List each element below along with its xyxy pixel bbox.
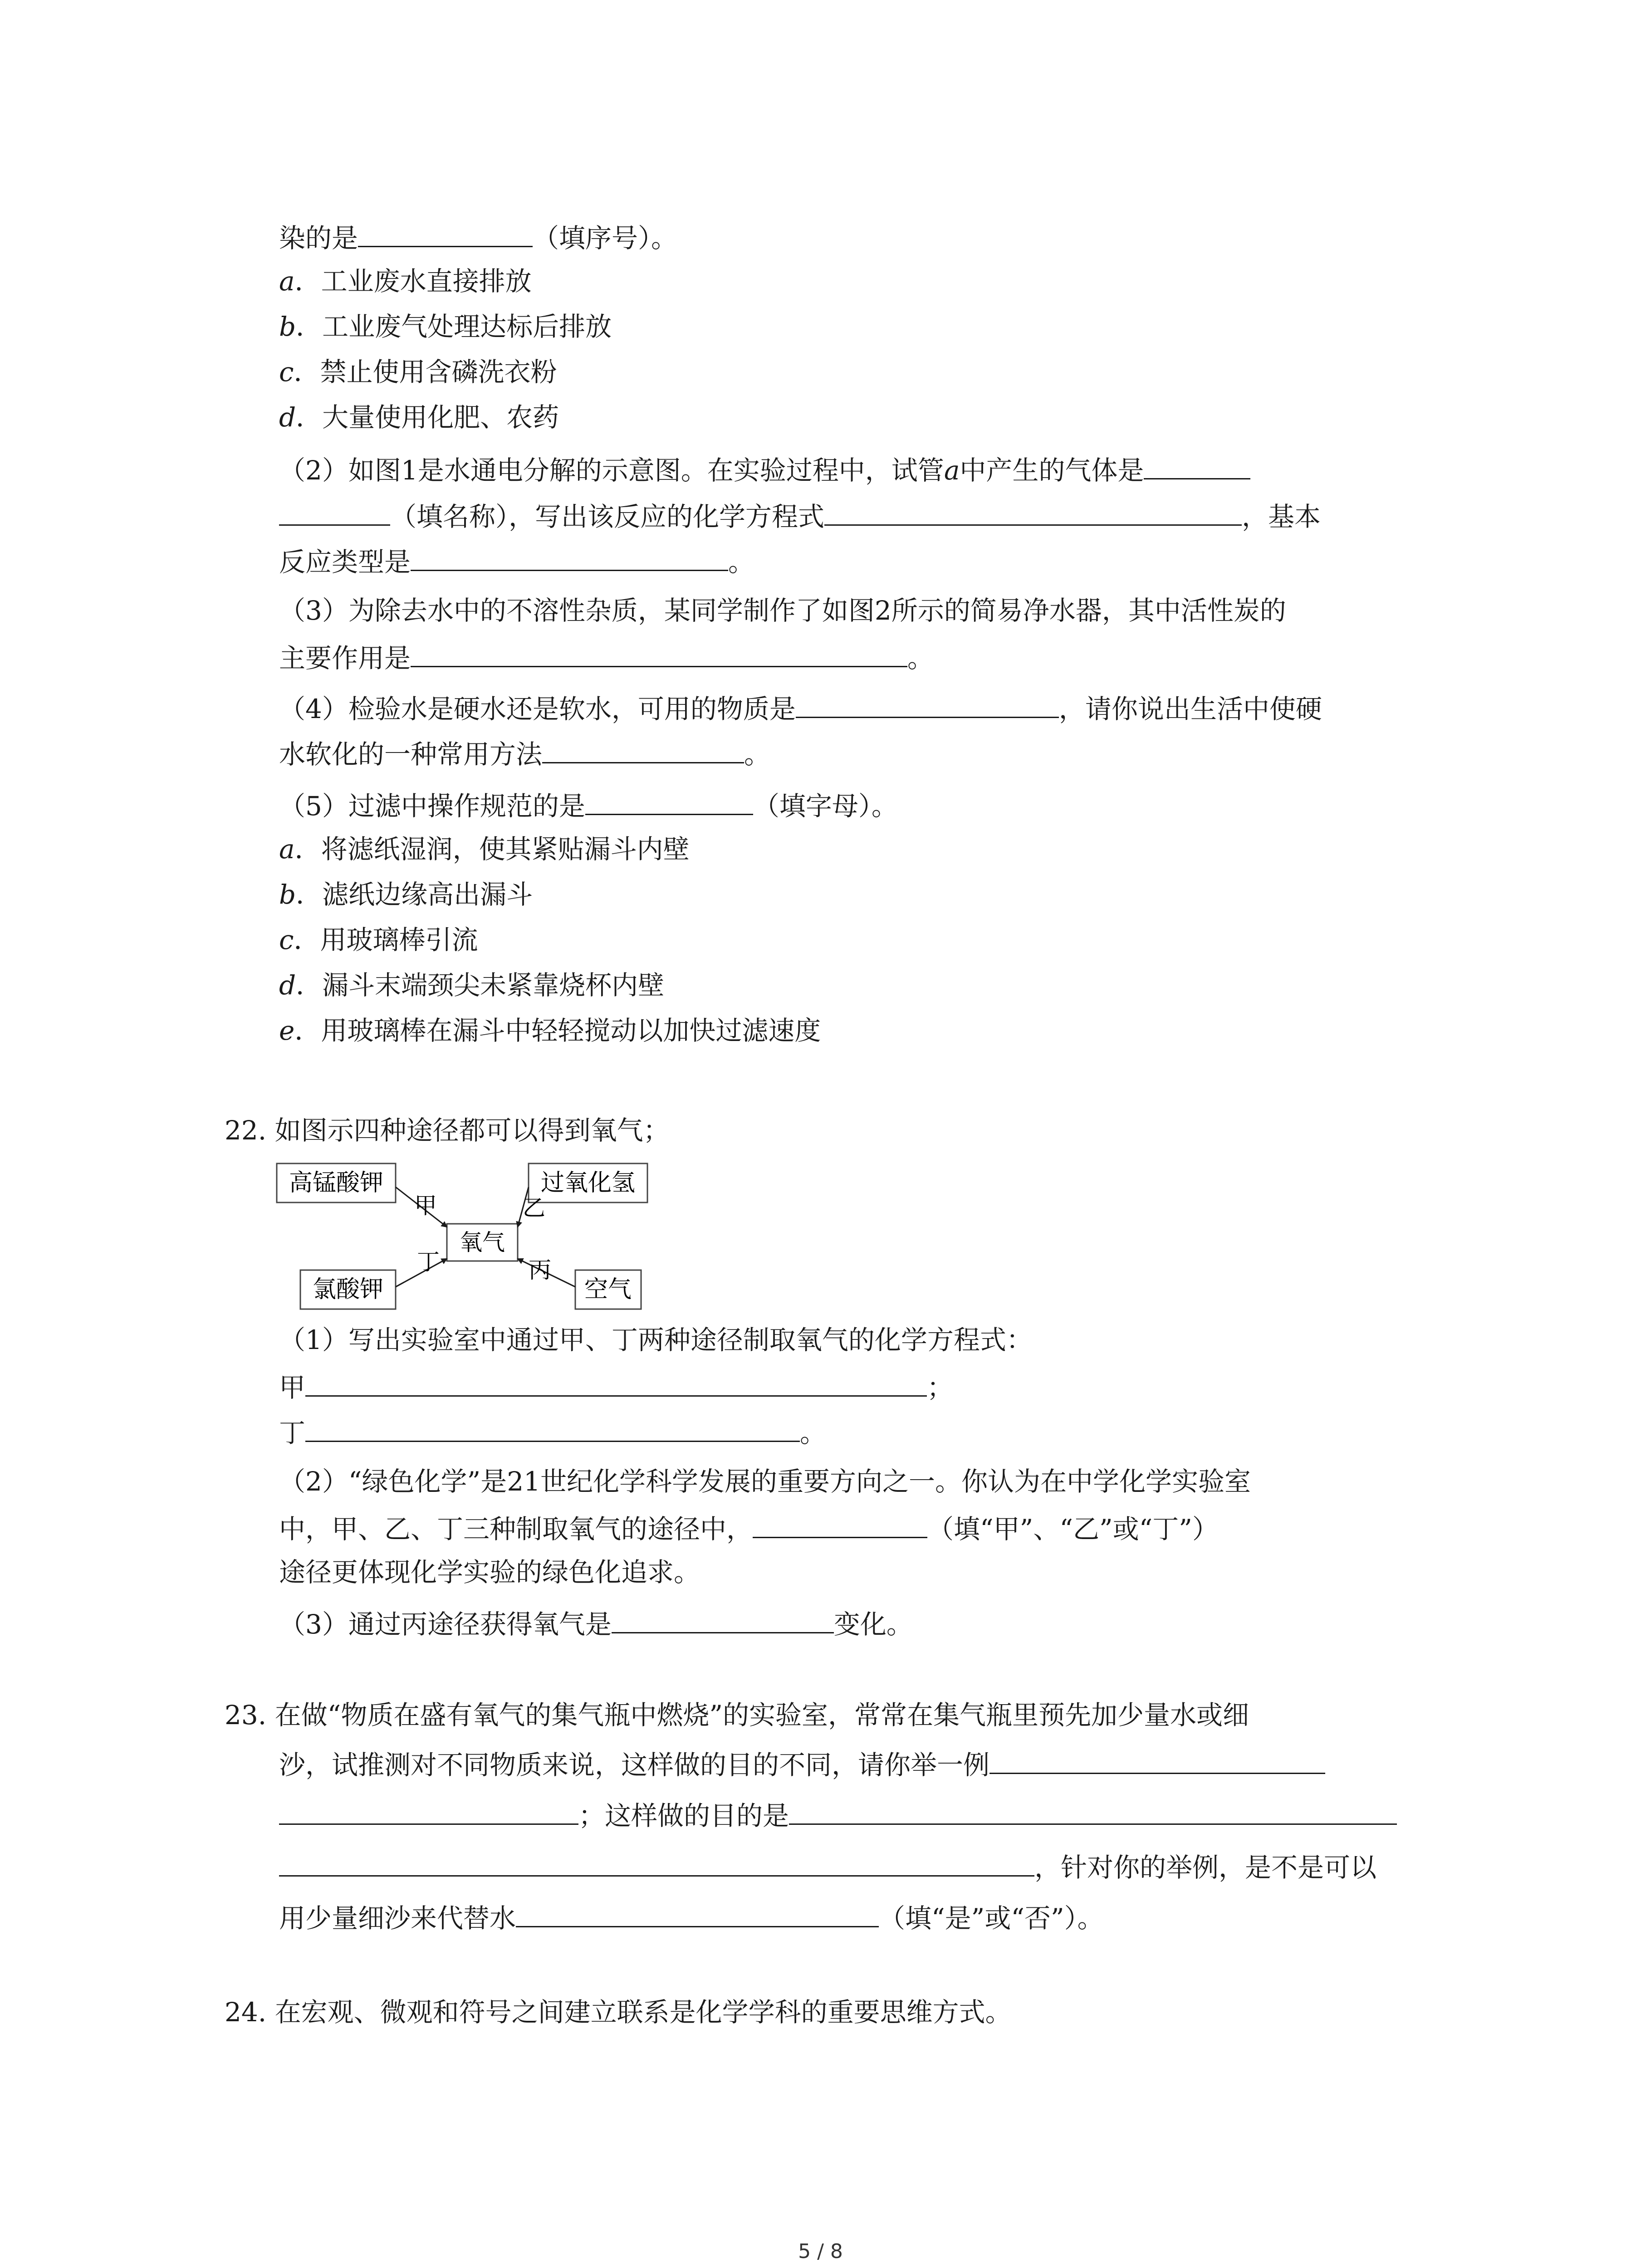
q21-part2-line-1: （2）如图1是水通电分解的示意图。在实验过程中，试管a中产生的气体是 — [279, 452, 1250, 487]
oxygen-pathways-diagram — [272, 1159, 708, 1315]
q21-part5-option-b: b．滤纸边缘高出漏斗 — [279, 879, 533, 910]
q21-part2-line-3: 反应类型是 。 — [279, 543, 754, 578]
answer-blank[interactable] — [824, 498, 1242, 526]
answer-blank[interactable] — [279, 498, 390, 526]
answer-blank[interactable] — [585, 787, 753, 815]
svg-text:高锰酸钾: 高锰酸钾 — [289, 1169, 384, 1197]
answer-blank[interactable] — [542, 736, 744, 763]
answer-blank[interactable] — [1144, 452, 1250, 479]
q24-line-1: 24. 在宏观、微观和符号之间建立联系是化学学科的重要思维方式。 — [225, 1997, 1012, 2028]
label-yi: 乙 — [523, 1195, 545, 1221]
answer-blank[interactable] — [279, 1849, 1034, 1877]
box-potassium-chlorate — [300, 1270, 396, 1309]
answer-blank[interactable] — [411, 543, 728, 571]
svg-text:空气: 空气 — [584, 1276, 632, 1303]
q21-part5-option-d: d．漏斗末端颈尖未紧靠烧杯内壁 — [279, 970, 665, 1001]
answer-blank[interactable] — [516, 1900, 879, 1927]
q22-title: 22. 如图示四种途径都可以得到氧气； — [225, 1115, 670, 1146]
answer-blank[interactable] — [796, 690, 1059, 718]
box-potassium-permanganate — [277, 1163, 396, 1202]
q23-line-1: 23. 在做“物质在盛有氧气的集气瓶中燃烧”的实验室，常常在集气瓶里预先加少量水或细 — [225, 1700, 1249, 1730]
q21-part4-line-1: （4）检验水是硬水还是软水，可用的物质是 ，请你说出生活中使硬 — [279, 690, 1322, 725]
q21-part3-line-2: 主要作用是 。 — [279, 640, 934, 675]
box-air — [575, 1270, 641, 1309]
page-number: 5 / 8 — [798, 2240, 843, 2263]
q22-part2-line-2: 中，甲、乙、丁三种制取氧气的途径中， （填“甲”、“乙”或“丁”） — [279, 1510, 1219, 1545]
svg-text:氯酸钾: 氯酸钾 — [312, 1276, 384, 1303]
q21-option-b: b．工业废气处理达标后排放 — [279, 311, 612, 342]
q23-line-3: ；这样做的目的是 — [279, 1797, 1397, 1832]
q22-part2-line-3: 途径更体现化学实验的绿色化追求。 — [279, 1557, 700, 1588]
q22-part3: （3）通过丙途径获得氧气是 变化。 — [279, 1606, 913, 1641]
answer-blank[interactable] — [305, 1414, 800, 1442]
q21-part5-option-c: c．用玻璃棒引流 — [279, 924, 478, 955]
q21-line-1: 染的是 （填序号）。 — [279, 220, 677, 254]
answer-blank[interactable] — [279, 1797, 578, 1825]
q23-line-5: 用少量细沙来代替水 （填“是”或“否”）。 — [279, 1900, 1104, 1935]
answer-blank[interactable] — [989, 1746, 1325, 1774]
svg-text:过氧化氢: 过氧化氢 — [540, 1169, 636, 1197]
q22-jia-line: 甲 ； — [279, 1369, 953, 1404]
label-jia: 甲 — [414, 1193, 437, 1219]
q21-option-c: c．禁止使用含磷洗衣粉 — [279, 357, 557, 387]
answer-blank[interactable] — [753, 1510, 927, 1538]
q21-part5-option-a: a．将滤纸湿润，使其紧贴漏斗内壁 — [279, 834, 690, 865]
answer-blank[interactable] — [358, 220, 533, 247]
box-hydrogen-peroxide — [529, 1163, 647, 1202]
q21-part5-option-e: e．用玻璃棒在漏斗中轻轻搅动以加快过滤速度 — [279, 1015, 821, 1046]
q22-part1: （1）写出实验室中通过甲、丁两种途径制取氧气的化学方程式： — [279, 1325, 1033, 1355]
q23-line-4: ，针对你的举例，是不是可以 — [279, 1849, 1376, 1884]
q21-part5-line-1: （5）过滤中操作规范的是 （填字母）。 — [279, 787, 898, 822]
answer-blank[interactable] — [411, 640, 907, 667]
answer-blank[interactable] — [612, 1606, 834, 1633]
answer-blank[interactable] — [305, 1369, 927, 1397]
label-bing: 丙 — [529, 1257, 551, 1283]
q21-part3-line-1: （3）为除去水中的不溶性杂质，某同学制作了如图2所示的简易净水器，其中活性炭的 — [279, 595, 1286, 626]
q21-part2-line-2: （填名称），写出该反应的化学方程式 ，基本 — [279, 498, 1321, 533]
q21-option-d: d．大量使用化肥、农药 — [279, 402, 559, 433]
q22-part2-line-1: （2）“绿色化学”是21世纪化学科学发展的重要方向之一。你认为在中学化学实验室 — [279, 1466, 1251, 1497]
box-oxygen — [447, 1224, 518, 1261]
label-ding: 丁 — [417, 1249, 440, 1275]
q23-line-2: 沙，试推测对不同物质来说，这样做的目的不同，请你举一例 — [279, 1746, 1325, 1781]
q22-ding-line: 丁 。 — [279, 1414, 826, 1449]
q21-option-a: a．工业废水直接排放 — [279, 266, 532, 297]
svg-text:氧气: 氧气 — [460, 1229, 505, 1256]
q21-part4-line-2: 水软化的一种常用方法 。 — [279, 736, 770, 771]
answer-blank[interactable] — [789, 1797, 1397, 1825]
